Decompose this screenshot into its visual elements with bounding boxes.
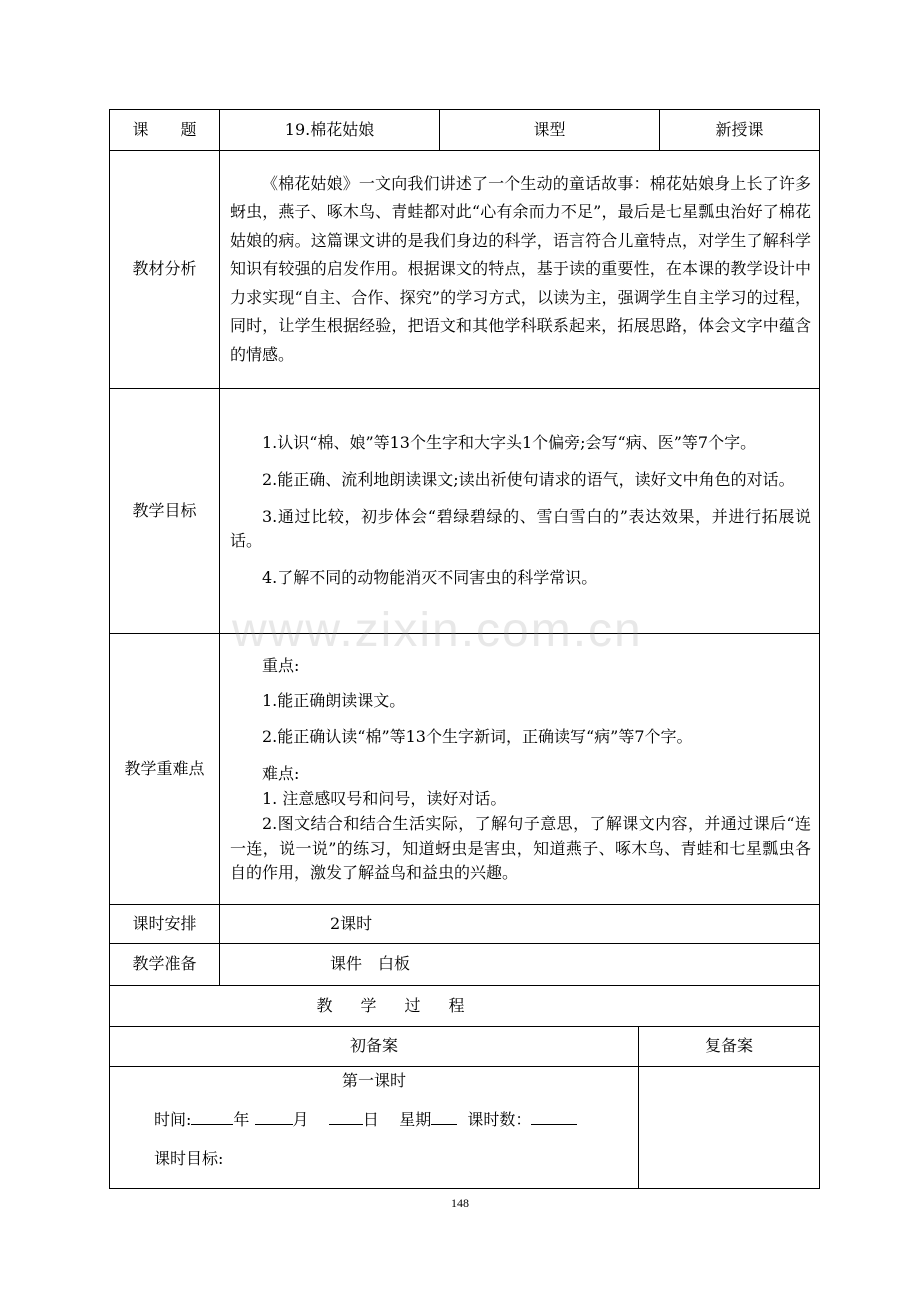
goal-item: 1.认识“棉、娘”等13个生字和大字头1个偏旁;会写“病、医”等7个字。 bbox=[262, 433, 757, 452]
analysis-label: 教材分析 bbox=[110, 151, 220, 389]
page-number: 148 bbox=[451, 1196, 469, 1210]
month-label: 月 bbox=[292, 1109, 309, 1129]
first-lesson-row bbox=[110, 1067, 820, 1189]
type-value: 新授课 bbox=[660, 110, 820, 151]
first-lesson-cell bbox=[110, 1067, 639, 1189]
goal-item: 2.能正确、流利地朗读课文;读出祈使句请求的语气，读好文中角色的对话。 bbox=[262, 469, 795, 489]
key-item: 1.能正确朗读课文。 bbox=[262, 690, 406, 710]
analysis-text: 《棉花姑娘》一文向我们讲述了一个生动的童话故事：棉花姑娘身上长了许多蚜虫，燕子、啄木鸟、青蛙都对此“心有余而力不足”，最后是七星瓢虫治好了棉花姑娘的病。这篇课文讲的是我们身边的科学，语言符合儿童特点，对学生了解科学知识有较强的启发作用。根据课文的特点，基于读的重要性，在本课的教学设计中力求实现“自主、合作、探究”的学习方式，以读为主，强调学生自主学习的过程，同时，让学生根据经验，把语文和其他学科联系起来，拓展思路，体会文字中蕴含的情感。 bbox=[230, 173, 812, 364]
difficult-item: 1. 注意感叹号和问号，读好对话。 bbox=[262, 789, 507, 808]
schedule-value: 2课时 bbox=[220, 905, 820, 944]
goals-content bbox=[220, 389, 820, 634]
preparation-label: 教学准备 bbox=[110, 944, 220, 986]
watermark: www.zixin.com.cn bbox=[232, 604, 643, 657]
preparation-value: 课件 白板 bbox=[220, 944, 820, 986]
lesson-goal-label: 课时目标: bbox=[154, 1148, 224, 1168]
schedule-row bbox=[110, 905, 820, 944]
goals-row bbox=[110, 389, 820, 634]
day-blank[interactable] bbox=[329, 1108, 363, 1125]
key-points-content bbox=[220, 634, 820, 905]
review-plan-cell bbox=[639, 1067, 820, 1189]
time-line bbox=[154, 1108, 638, 1133]
key-heading: 重点: bbox=[262, 655, 300, 675]
lesson-count-label: 课时数： bbox=[467, 1109, 532, 1129]
topic-value: 19.棉花姑娘 bbox=[220, 110, 440, 151]
day-label: 日 bbox=[362, 1109, 379, 1129]
difficult-item: 2.图文结合和结合生活实际，了解句子意思，了解课文内容，并通过课后“连一连，说一说”的练习，知道蚜虫是害虫，知道燕子、啄木鸟、青蛙和七星瓢虫各自的作用，激发了解益鸟和益虫的兴趣。 bbox=[230, 813, 812, 883]
goal-item: 3.通过比较，初步体会“碧绿碧绿的、雪白雪白的”表达效果，并进行拓展说话。 bbox=[230, 506, 812, 551]
topic-label: 课 题 bbox=[110, 110, 220, 151]
month-blank[interactable] bbox=[255, 1108, 293, 1125]
process-title: 教学过程 bbox=[110, 986, 820, 1027]
year-label: 年 bbox=[233, 1109, 250, 1129]
analysis-row bbox=[110, 151, 820, 389]
key-item: 2.能正确认读“棉”等13个生字新词，正确读写“病”等7个字。 bbox=[262, 727, 693, 747]
goals-label: 教学目标 bbox=[110, 389, 220, 634]
goal-item: 4.了解不同的动物能消灭不同害虫的科学常识。 bbox=[262, 568, 598, 588]
time-label: 时间: bbox=[154, 1109, 192, 1129]
review-plan-header: 复备案 bbox=[639, 1027, 820, 1067]
lesson-count-blank[interactable] bbox=[531, 1108, 577, 1125]
difficult-heading: 难点: bbox=[262, 764, 300, 784]
preparation-row bbox=[110, 944, 820, 986]
weekday-label: 星期 bbox=[399, 1109, 432, 1129]
key-points-label: 教学重难点 bbox=[110, 634, 220, 905]
topic-row bbox=[110, 110, 820, 151]
schedule-label: 课时安排 bbox=[110, 905, 220, 944]
lesson-plan-table bbox=[109, 109, 820, 1189]
key-points-row bbox=[110, 634, 820, 905]
weekday-blank[interactable] bbox=[431, 1108, 457, 1125]
plan-header-row bbox=[110, 1027, 820, 1067]
initial-plan-header: 初备案 bbox=[110, 1027, 639, 1067]
type-label: 课型 bbox=[440, 110, 660, 151]
first-lesson-title: 第一课时 bbox=[341, 1071, 406, 1090]
process-title-row bbox=[110, 986, 820, 1027]
analysis-content bbox=[220, 151, 820, 389]
year-blank[interactable] bbox=[191, 1108, 233, 1125]
